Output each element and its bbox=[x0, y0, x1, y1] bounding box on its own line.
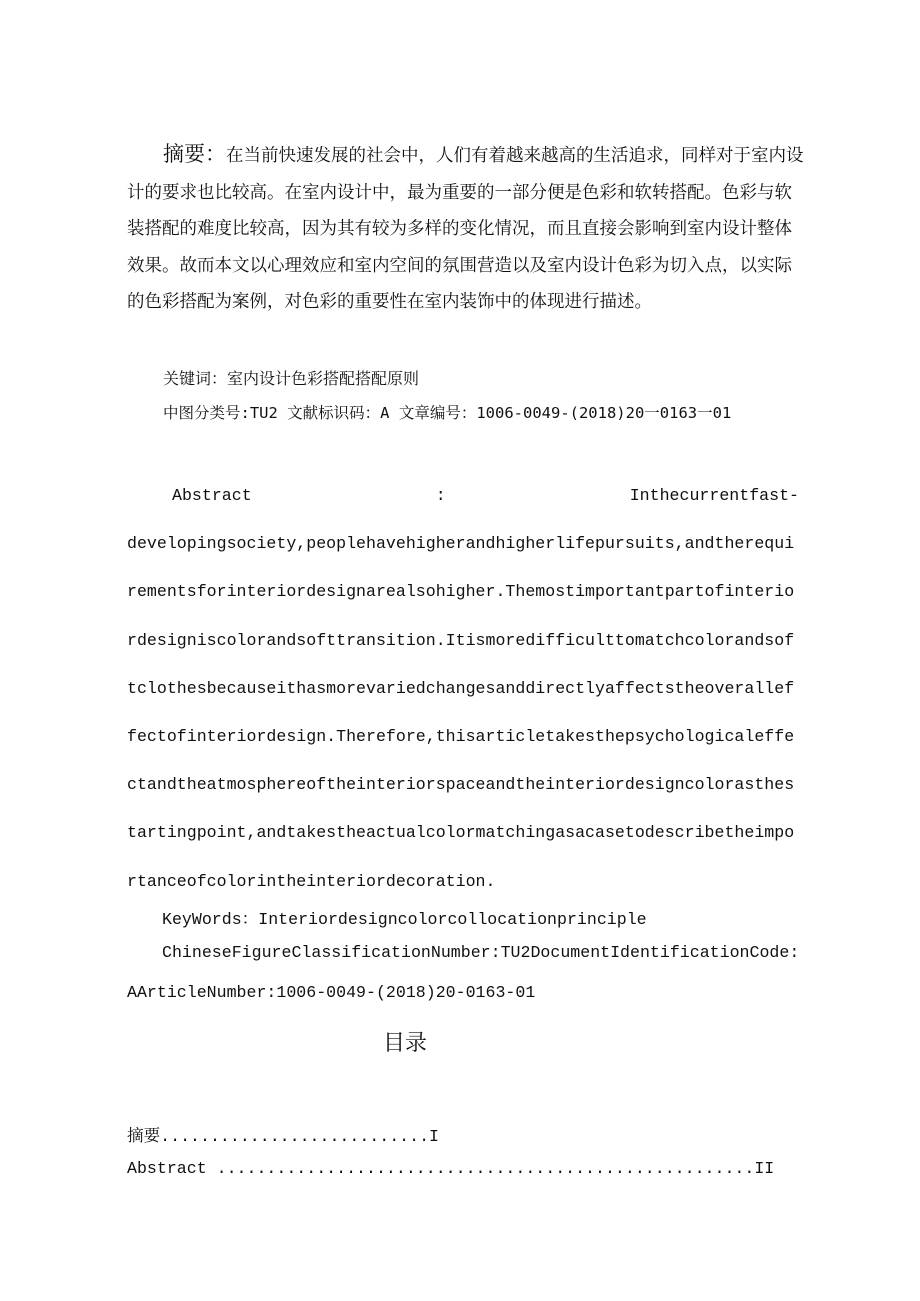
english-abstract-first-word: Inthecurrentfast- bbox=[629, 486, 799, 505]
toc-title: 目录 bbox=[383, 1031, 428, 1056]
chinese-abstract-text: 在当前快速发展的社会中，人们有着越来越高的生活追求，同样对于室内设计的要求也比较高。在室内设计中，最为重要的一部分便是色彩和软转搭配。色彩与软装搭配的难度比较高，因为其有较为多样的变化情况，而且直接会影响到室内设计整体效果。故而本文以心理效应和室内空间的氛围营造以及室内设计色彩为切入点，以实际的色彩搭配为案例，对色彩的重要性在室内装饰中的体现进行描述。 bbox=[127, 146, 804, 312]
english-abstract-head bbox=[127, 472, 799, 520]
keywords-en: KeyWords：Interiordesigncolorcollocationprinciple bbox=[162, 910, 647, 929]
english-abstract-label: Abstract bbox=[172, 486, 252, 505]
english-abstract-text: developingsociety,peoplehavehigherandhigherlifepursuits,andtherequirementsforinteriordesignarealsohigher.Themostimportantpartofinteriordesigniscolorandsofttransition.Itismoredifficulttomatchcolorandsoftclothesbecauseithasmorevariedchangesanddirectlyaffectstheoveralleffectofinteriordesign.Therefore,thisarticletakesthepsychologicaleffectandtheatmosphereoftheinteriorspaceandtheinteriordesigncolorasthestartingpoint,andtakestheactualcolormatchingasacasetodescribetheimportanceofcolorintheinteriordecoration. bbox=[127, 534, 795, 891]
abstract-label: 摘要： bbox=[163, 142, 226, 166]
english-abstract bbox=[127, 472, 799, 906]
chinese-abstract bbox=[127, 136, 807, 321]
classification-en-line1: ChineseFigureClassificationNumber:TU2DocumentIdentificationCode: bbox=[162, 943, 800, 962]
keywords-zh: 关键词：室内设计色彩搭配搭配原则 bbox=[163, 369, 420, 388]
classification-zh: 中图分类号:TU2 文献标识码：A 文章编号：1006-0049-(2018)20一0163一01 bbox=[163, 404, 732, 422]
toc-entry-abstract-en[interactable]: Abstract ......................................................II bbox=[127, 1159, 775, 1178]
classification-en-line2: AArticleNumber:1006-0049-(2018)20-0163-01 bbox=[127, 983, 536, 1002]
toc-entry-abstract-zh[interactable]: 摘要...........................I bbox=[127, 1127, 440, 1146]
english-abstract-colon: : bbox=[435, 486, 446, 505]
